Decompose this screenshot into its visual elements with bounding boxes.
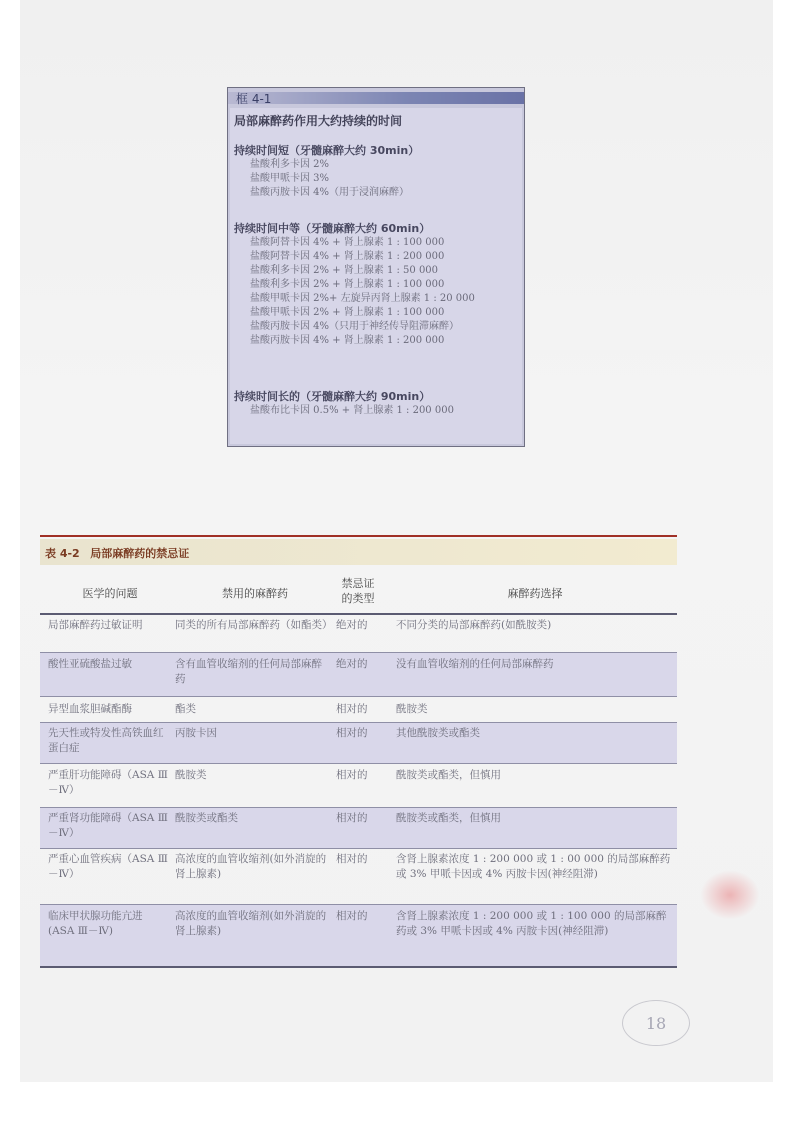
cell: 严重心血管疾病（ASA Ⅲ－Ⅳ） [48,853,168,880]
group-title: 持续时间中等（牙髓麻醉大约 60min） [234,222,431,235]
cell: 没有血管收缩剂的任何局部麻醉药 [396,658,554,670]
cell: 局部麻醉药过敏证明 [48,619,143,631]
group-short [234,142,419,200]
cell: 酸性亚硫酸盐过敏 [48,658,132,670]
table-row [40,697,677,722]
table-row [40,905,677,966]
group-title: 持续时间短（牙髓麻醉大约 30min） [234,144,420,157]
header-anesthetic-choice: 麻醉药选择 [507,587,563,600]
cell: 不同分类的局部麻醉药(如酰胺类) [396,619,552,631]
header-contraindication-type [333,576,383,606]
box-label-bar [228,92,524,104]
cell: 酰胺类 [396,703,428,715]
header-medical-problem: 医学的问题 [82,587,138,600]
cell: 相对的 [336,812,368,824]
cell: 酯类 [175,703,196,715]
page-stamp: 18 [622,1000,690,1046]
cell: 丙胺卡因 [175,727,217,739]
list-item: 盐酸甲哌卡因 2%+ 左旋异丙肾上腺素 1 : 20 000 [250,293,475,304]
cell: 酰胺类 [175,769,207,781]
group-medium [234,220,475,348]
cell: 相对的 [336,769,368,781]
table-bottom-rule [40,966,677,968]
cell: 异型血浆胆碱酯酶 [48,703,132,715]
cell: 相对的 [336,853,368,865]
table-caption-number: 表 4-2 [45,547,80,560]
cell: 含肾上腺素浓度 1 : 200 000 或 1 : 00 000 的局部麻醉药或 3% 甲哌卡因或 4% 丙胺卡因(神经阻滞) [396,853,671,880]
cell: 同类的所有局部麻醉药（如酯类） [175,619,333,631]
box-content [230,108,522,444]
cell: 临床甲状腺功能亢进(ASA Ⅲ－Ⅳ) [48,910,143,937]
table-caption [45,545,189,561]
box-title: 局部麻醉药作用大约持续的时间 [234,114,403,128]
cell: 其他酰胺类或酯类 [396,727,480,739]
cell: 绝对的 [336,658,368,670]
group-title: 持续时间长的（牙髓麻醉大约 90min） [234,390,431,403]
cell: 含肾上腺素浓度 1 : 200 000 或 1 : 100 000 的局部麻醉药或 3% 甲哌卡因或 4% 丙胺卡因(神经阻滞) [396,910,667,937]
cell: 相对的 [336,703,368,715]
list-item: 盐酸甲哌卡因 2% + 肾上腺素 1 : 100 000 [250,307,445,318]
list-item: 盐酸甲哌卡因 3% [250,173,330,184]
box-label: 框 4-1 [236,92,272,106]
list-item: 盐酸丙胺卡因 4%（只用于神经传导阻滞麻醉） [250,321,460,332]
box-4-1 [227,87,525,447]
table-caption-text: 局部麻醉药的禁忌证 [90,547,190,560]
table-row [40,616,677,652]
list-item: 盐酸利多卡因 2% [250,159,330,170]
list-item: 盐酸丙胺卡因 4%（用于浸润麻醉） [250,187,410,198]
cell: 酰胺类或酯类，但慎用 [396,769,501,781]
group-long [234,388,454,418]
cell: 严重肾功能障碍（ASA Ⅲ－Ⅳ） [48,812,168,839]
table-top-rule [40,535,677,537]
cell: 严重肝功能障碍（ASA Ⅲ－Ⅳ） [48,769,168,796]
list-item: 盐酸阿替卡因 4% + 肾上腺素 1 : 100 000 [250,237,445,248]
cell: 相对的 [336,910,368,922]
header-line: 的类型 [341,592,375,605]
list-item: 盐酸阿替卡因 4% + 肾上腺素 1 : 200 000 [250,251,445,262]
cell: 先天性或特发性高铁血红蛋白症 [48,727,164,754]
table-row [40,849,677,904]
ink-bleed-mark [700,870,760,920]
list-item: 盐酸布比卡因 0.5% + 肾上腺素 1 : 200 000 [250,405,454,416]
header-contraindicated-drug: 禁用的麻醉药 [222,587,288,600]
cell: 含有血管收缩剂的任何局部麻醉药 [175,658,322,685]
cell: 绝对的 [336,619,368,631]
list-item: 盐酸利多卡因 2% + 肾上腺素 1 : 50 000 [250,265,439,276]
table-row [40,808,677,848]
header-line: 禁忌证 [341,577,375,590]
table-row [40,764,677,807]
cell: 高浓度的血管收缩剂(如外消旋的肾上腺素) [175,910,327,937]
table-row [40,653,677,696]
cell: 高浓度的血管收缩剂(如外消旋的肾上腺素) [175,853,327,880]
cell: 酰胺类或酯类 [175,812,238,824]
cell: 酰胺类或酯类，但慎用 [396,812,501,824]
list-item: 盐酸丙胺卡因 4% + 肾上腺素 1 : 200 000 [250,335,445,346]
table-header-rule [40,613,677,615]
list-item: 盐酸利多卡因 2% + 肾上腺素 1 : 100 000 [250,279,445,290]
table-row [40,723,677,763]
cell: 相对的 [336,727,368,739]
